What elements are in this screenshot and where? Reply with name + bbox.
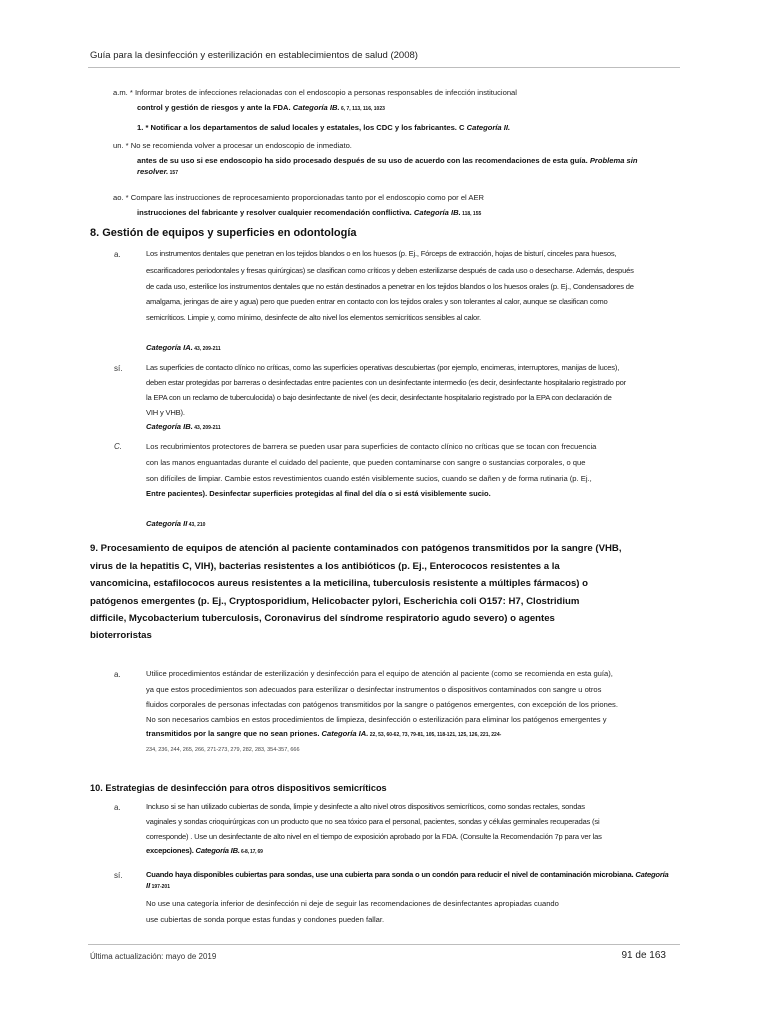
sec10-b-line1: Cuando haya disponibles cubiertas para sondas, use una cubierta para sonda o un condón para reducir el nivel de contaminación microbiana. Categoría	[146, 870, 669, 879]
item-marker: a.	[114, 803, 121, 812]
category-label: Problema sin	[589, 156, 638, 165]
sec8-b-line: VIH y VHB).	[146, 408, 185, 417]
sec9-a-line: Utilice procedimientos estándar de esterilización y desinfección para el equipo de atención al paciente (como se recomienda en esta guía),	[146, 669, 613, 678]
sec9-a-line: ya que estos procedimientos son adecuados para esterilizar o desinfectar instrumentos o dispositivos contaminados con sangre u otros	[146, 685, 602, 694]
sec8-b-category	[146, 422, 221, 433]
sec9-a-line: fluidos corporales de personas infectadas con patógenos transmitidos por la sangre o patógenos emergentes, con excepción de los priones.	[146, 700, 618, 709]
item-ao-line1: ao. * Compare las instrucciones de reprocesamiento proporcionadas tanto por el endoscopio como por el AER	[113, 193, 485, 202]
item-am-line2: control y gestión de riesgos y ante la FDA. Categoría IB. 6, 7, 113, 116, 1023	[137, 103, 385, 112]
sec8-c-line: Los recubrimientos protectores de barrera se pueden usar para superficies de contacto clínico no críticas que se tocan con frecuencia	[146, 442, 597, 451]
reference-numbers: 22, 53, 60-62, 73, 79-81, 105, 118-121, 125, 126, 221, 224-	[368, 732, 502, 738]
sec8-a-category	[146, 343, 221, 354]
section-9-heading-line: patógenos emergentes (p. Ej., Cryptosporidium, Helicobacter pylori, Escherichia coli O157: H7, Clostridium	[90, 596, 580, 607]
sec9-a-reference-continuation: 234, 236, 244, 265, 266, 271-273, 279, 282, 283, 354-357, 666	[146, 747, 300, 753]
sec8-a-line: semicríticos. Limpie y, como mínimo, desinfecte de alto nivel los elementos semicríticos sensibles al calor.	[146, 313, 481, 322]
sec8-c-line: son difíciles de limpiar. Cambie estos revestimientos cuando estén visiblemente sucios, cuando se dañen y de forma rutinaria (p. Ej.,	[146, 474, 592, 483]
sec8-a-line: de cada uso, esterilice los instrumentos dentales que no están destinados a penetrar en los tejidos blandos o los huesos orales (p. Ej., Condensadores de	[146, 282, 634, 291]
sec10-a-line: vaginales y sondas crioquirúrgicas con un producto que no sea tóxico para el personal, pacientes, sondas y células germinales recuperadas (si	[146, 817, 600, 826]
item-marker: sí.	[114, 364, 123, 373]
section-9-heading-line: difficile, Mycobacterium tuberculosis, Coronavirus del síndrome respiratorio agudo severo) o agentes	[90, 613, 555, 624]
section-9-heading-line: virus de la hepatitis C, VIH), bacterias resistentes a los antibióticos (p. Ej., Enterococos resistentes a la	[90, 561, 560, 572]
section-9-heading-line: vancomicina, estafilococos aureus resistentes a la meticilina, tuberculosis resistente a múltiples fármacos) o	[90, 578, 588, 589]
sec8-b-line: Las superficies de contacto clínico no críticas, como las superficies operativas descubiertas (por ejemplo, encimeras, interruptores, manijas de luces),	[146, 363, 620, 372]
item-ao-line2: instrucciones del fabricante y resolver cualquier recomendación conflictiva. Categoría IB. 118, 155	[137, 208, 482, 217]
reference-numbers: 118, 155	[460, 211, 482, 217]
category-label: Categoría IB.	[292, 103, 340, 112]
sec8-a-line: Los instrumentos dentales que penetran en los tejidos blandos o en los huesos (p. Ej., Fórceps de extracción, hojas de bisturí, cinceles para huesos,	[146, 249, 617, 258]
category-label: Categoría	[635, 870, 669, 879]
sec10-a-line: Incluso si se han utilizado cubiertas de sonda, limpie y desinfecte a alto nivel otros dispositivos semicríticos, como sondas rectales, sondas	[146, 802, 585, 811]
category-label: Categoría IA.	[321, 729, 369, 738]
footer-rule	[88, 944, 680, 945]
item-marker: a.	[114, 250, 121, 259]
section-10-heading: 10. Estrategias de desinfección para otros dispositivos semicríticos	[90, 783, 387, 793]
category-label: Categoría IA.	[146, 343, 193, 352]
category-label: Categoría IB.	[195, 846, 240, 855]
sec10-b-line: use cubiertas de sonda porque estas fundas y condones pueden fallar.	[146, 915, 385, 924]
section-8-heading: 8. Gestión de equipos y superficies en odontología	[90, 227, 357, 239]
sec10-a-last-line: excepciones). Categoría IB. 6-8, 17, 69	[146, 846, 263, 855]
sec8-a-line: amalgama, jeringas de aire y agua) pero que pueden entrar en contacto con los tejidos orales y son tolerantes al calor, aunque se clasifican como	[146, 297, 608, 306]
sec10-a-line: corresponde) . Use un desinfectante de alto nivel en el tiempo de exposición aprobado por la FDA. (Consulte la Recomendación 7p para ver las	[146, 832, 602, 841]
running-header: Guía para la desinfección y esterilización en establecimientos de salud (2008)	[90, 50, 418, 61]
page-number: 91 de 163	[621, 950, 666, 961]
item-am-line1: a.m. * Informar brotes de infecciones relacionadas con el endoscopio a personas responsables de infección institucional	[113, 88, 517, 97]
category-label: Categoría IB.	[413, 208, 461, 217]
sec9-a-line: No son necesarios cambios en estos procedimientos de limpieza, desinfección o esterilización para eliminar los patógenos emergentes y	[146, 715, 607, 724]
item-marker: a.	[114, 670, 121, 679]
item-un-line2: antes de su uso si ese endoscopio ha sido procesado después de su uso de acuerdo con las recomendaciones de esta guía. Problema sin	[137, 156, 638, 165]
sec8-a-line: escarificadores periodontales y fresas quirúrgicas) se clasifican como críticos y deben esterilizarse después de cada uso o desecharse. Además, después	[146, 266, 634, 275]
sec8-c-category	[146, 519, 205, 530]
reference-numbers: 43, 209-211	[192, 425, 221, 431]
sec9-a-bold-line: transmitidos por la sangre que no sean priones. Categoría IA. 22, 53, 60-62, 73, 79-81, 105, 118-121, 125, 126, 221, 224-	[146, 729, 502, 738]
section-9-heading-line: bioterroristas	[90, 630, 152, 641]
sec8-b-line: deben estar protegidas por barreras o desinfectadas entre pacientes con un desinfectante intermedio (es decir, desinfectante hospitalario registrado por	[146, 378, 626, 387]
item-un-line3	[137, 167, 178, 178]
sec10-b-category	[146, 881, 170, 892]
sec8-b-line: la EPA con un reclamo de tuberculocida) o bajo desinfectante de nivel (es decir, desinfectante hospitalario registrado por la EPA con declaración de	[146, 393, 612, 402]
item-marker: C.	[114, 442, 122, 451]
item-un-line1: un. * No se recomienda volver a procesar un endoscopio de inmediato.	[113, 141, 352, 150]
category-label: Categoría II.	[466, 123, 511, 132]
category-label: resolver.	[137, 167, 169, 176]
reference-numbers: 157	[168, 170, 178, 176]
category-label: II	[146, 881, 151, 890]
category-label: Categoría IB.	[146, 422, 193, 431]
reference-numbers: 6-8, 17, 69	[239, 849, 263, 855]
reference-numbers: 197-201	[150, 884, 170, 890]
header-rule	[88, 67, 680, 68]
reference-numbers: 43, 210	[187, 522, 206, 528]
category-label: Categoría II	[146, 519, 188, 528]
reference-numbers: 6, 7, 113, 116, 1023	[339, 106, 385, 112]
item-marker: sí.	[114, 871, 123, 880]
reference-numbers: 43, 209-211	[192, 346, 221, 352]
last-updated: Última actualización: mayo de 2019	[90, 952, 217, 961]
sec8-c-line: con las manos enguantadas durante el cuidado del paciente, que pueden contaminarse con sangre o sustancias corporales, o que	[146, 458, 586, 467]
item-am-subitem: 1. * Notificar a los departamentos de salud locales y estatales, los CDC y los fabricantes. C Categoría II.	[137, 123, 511, 132]
section-9-heading-line: 9. Procesamiento de equipos de atención al paciente contaminados con patógenos transmitidos por la sangre (VHB,	[90, 543, 622, 554]
sec8-c-bold-line: Entre pacientes). Desinfectar superficies protegidas al final del día o si está visiblemente sucio.	[146, 489, 491, 498]
sec10-b-line: No use una categoría inferior de desinfección ni deje de seguir las recomendaciones de desinfectantes apropiadas cuando	[146, 899, 559, 908]
